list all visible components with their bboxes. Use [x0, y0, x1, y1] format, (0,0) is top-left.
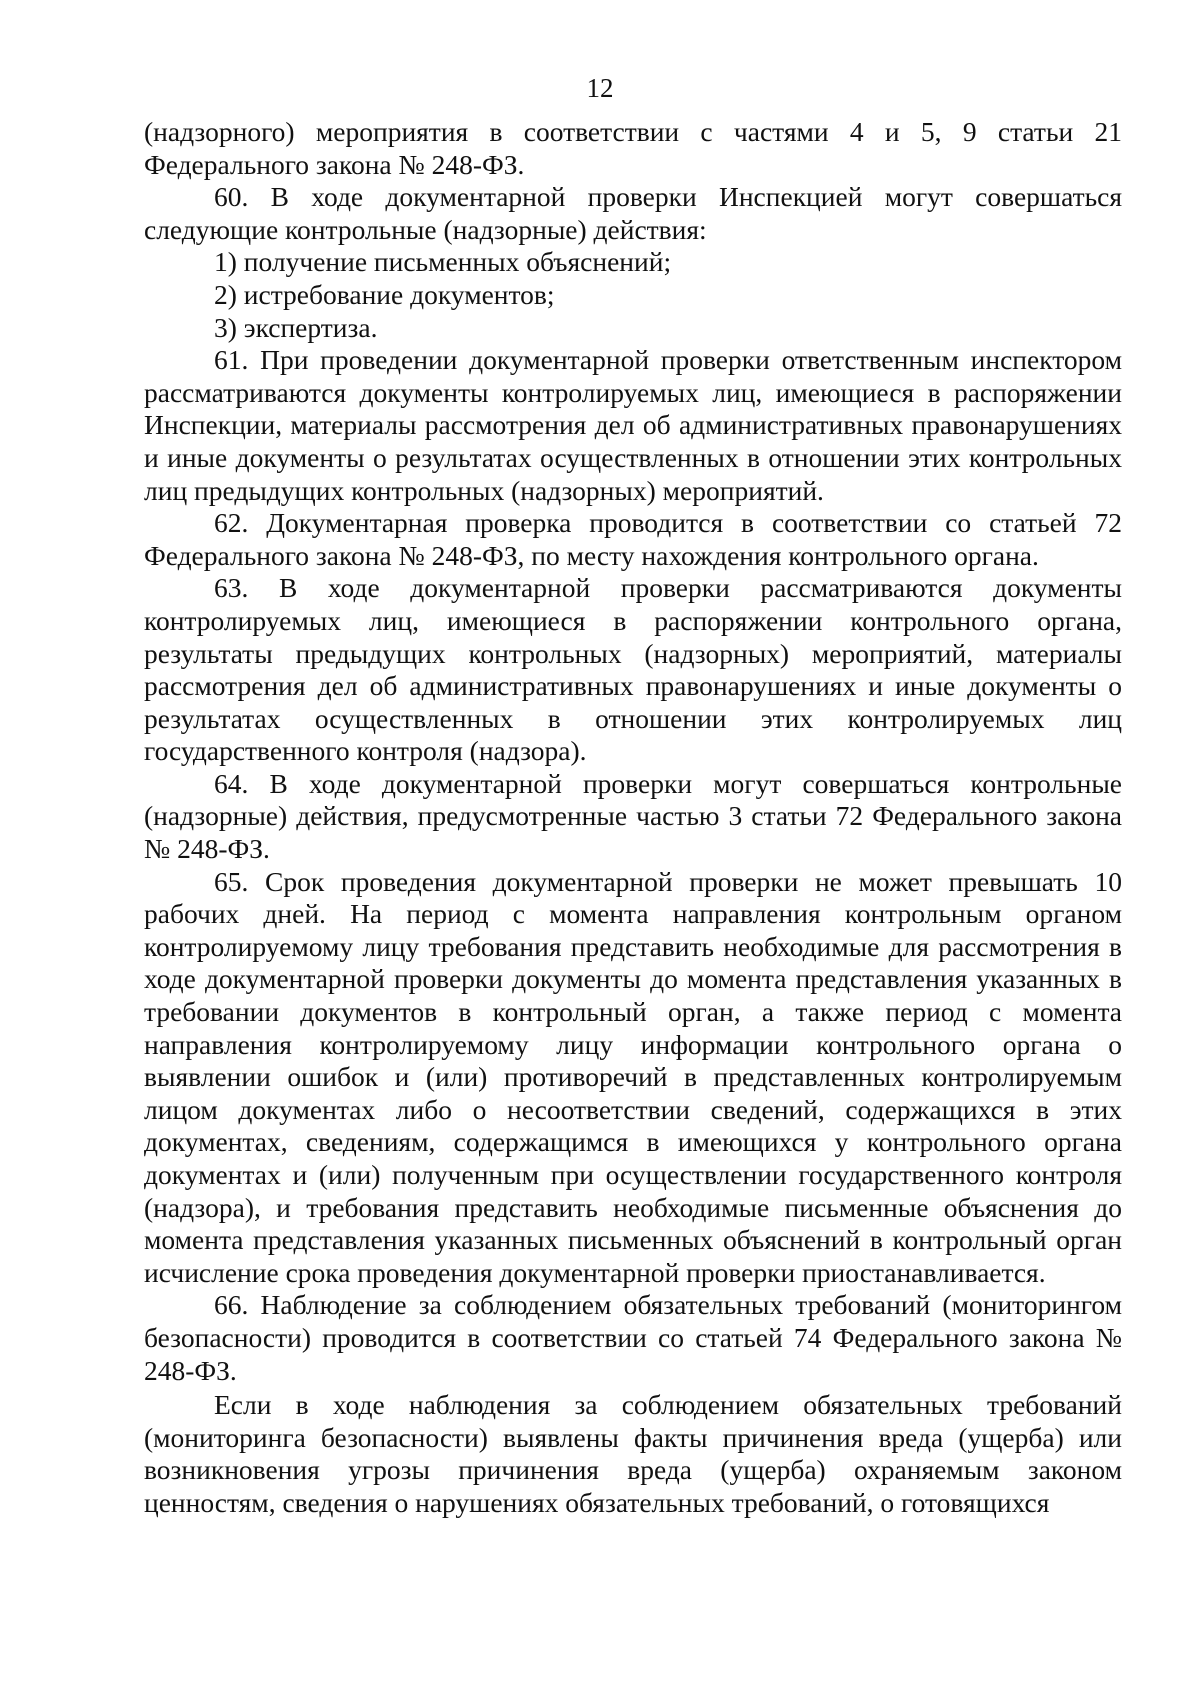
paragraph-66-continuation: Если в ходе наблюдения за соблюдением обязательных требований (мониторинга безопасности) выявлены факты причинения вреда (ущерба) или возникновения угрозы причинения вреда (ущерба) охраняемым законом ценностям, сведения о нарушениях обязательных требований, о готовящихся [144, 1389, 1122, 1518]
list-item-2: 2) истребование документов; [214, 278, 555, 310]
paragraph-continuation: (надзорного) мероприятия в соответствии с частями 4 и 5, 9 статьи 21 Федерального закона № 248-ФЗ. [144, 116, 1122, 180]
paragraph-64: 64. В ходе документарной проверки могут совершаться контрольные (надзорные) действия, предусмотренные частью 3 статьи 72 Федерального закона № 248-ФЗ. [144, 767, 1122, 865]
list-item-1: 1) получение письменных объяснений; [214, 246, 672, 278]
paragraph-66: 66. Наблюдение за соблюдением обязательных требований (мониторингом безопасности) проводится в соответствии со статьей 74 Федерального закона № 248-ФЗ. [144, 1289, 1122, 1386]
page-number: 12 [586, 73, 614, 103]
document-body [144, 116, 1122, 1520]
paragraph-61: 61. При проведении документарной проверки ответственным инспектором рассматриваются документы контролируемых лиц, имеющиеся в распоряжении Инспекции, материалы рассмотрения дел об административных правонарушениях и иные документы о результатах осуществленных в отношении этих контрольных лиц предыдущих контрольных (надзорных) мероприятий. [144, 344, 1122, 506]
paragraph-63: 63. В ходе документарной проверки рассматриваются документы контролируемых лиц, имеющиеся в распоряжении контрольного органа, результаты предыдущих контрольных (надзорных) мероприятий, материалы рассмотрения дел об административных правонарушениях и иные документы о результатах осуществленных в отношении этих контролируемых лиц государственного контроля (надзора). [144, 572, 1122, 767]
paragraph-62: 62. Документарная проверка проводится в соответствии со статьей 72 Федерального закона № 248-ФЗ, по месту нахождения контрольного органа. [144, 507, 1122, 571]
paragraph-60: 60. В ходе документарной проверки Инспекцией могут совершаться следующие контрольные (надзорные) действия: [144, 181, 1122, 245]
list-item-3: 3) экспертиза. [214, 311, 378, 343]
paragraph-65: 65. Срок проведения документарной проверки не может превышать 10 рабочих дней. На период с момента направления контрольным органом контролируемому лицу требования представить необходимые для рассмотрения в ходе документарной проверки документы до момента представления указанных в требовании документов в контрольный орган, а также период с момента направления контролируемому лицу информации контрольного органа о выявлении ошибок и (или) противоречий в представленных контролируемым лицом документах либо о несоответствии сведений, содержащихся в этих документах, сведениям, содержащимся в имеющихся у контрольного органа документах и (или) полученным при осуществлении государственного контроля (надзора), и требования представить необходимые письменные объяснения до момента представления указанных письменных объяснений в контрольный орган исчисление срока проведения документарной проверки приостанавливается. [144, 865, 1122, 1288]
